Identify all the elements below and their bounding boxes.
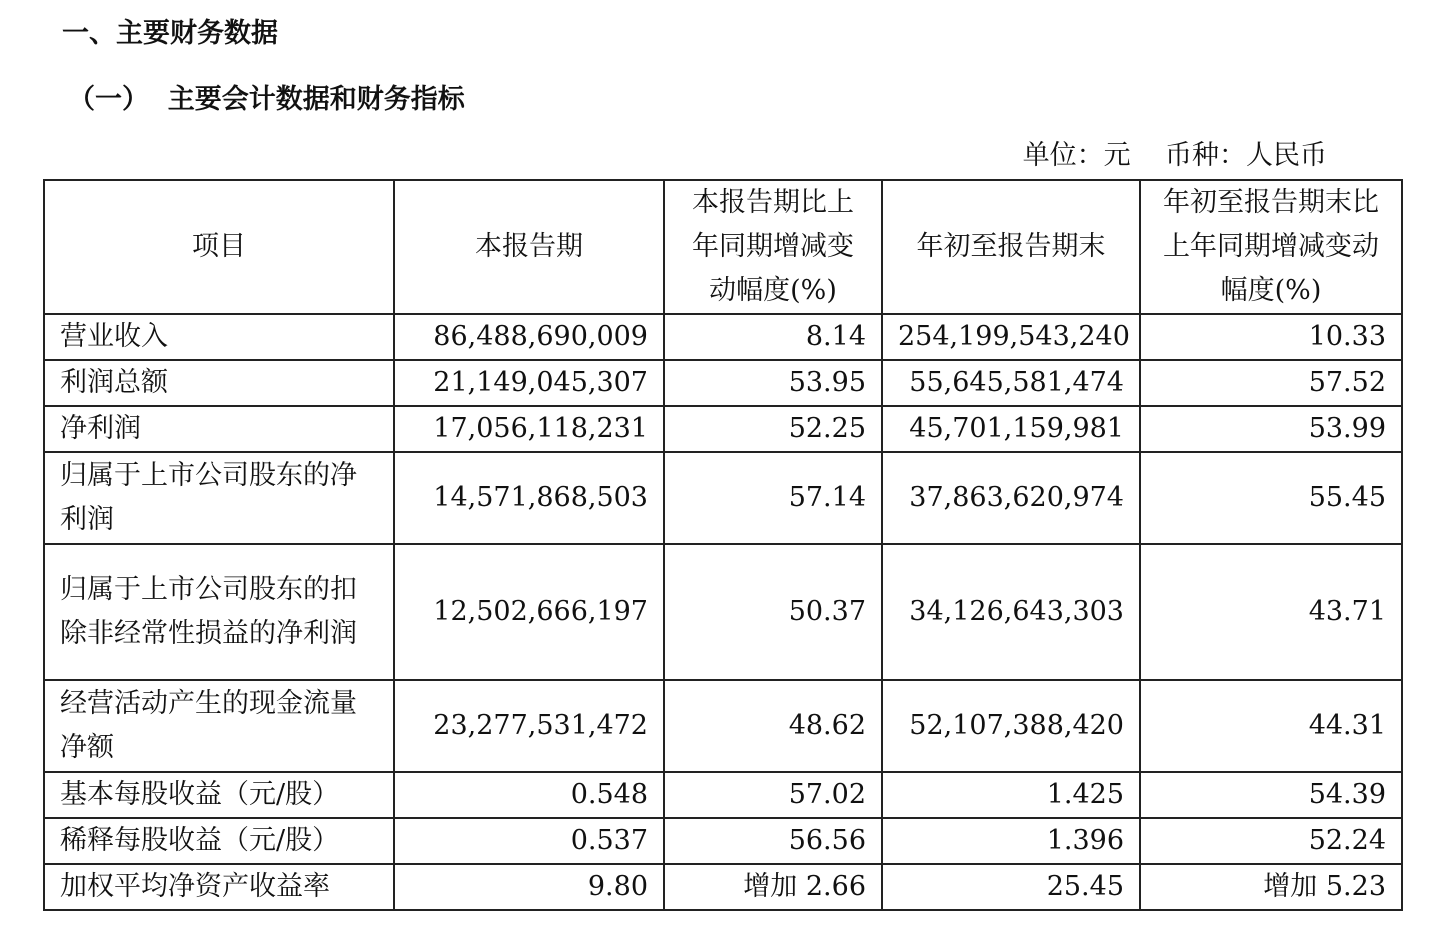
year-to-date-change: 53.99 <box>1140 406 1402 452</box>
column-header-year-to-date-change: 年初至报告期末比上年同期增减变动幅度(%) <box>1140 180 1402 314</box>
row-label: 经营活动产生的现金流量净额 <box>44 680 394 772</box>
current-period-value: 23,277,531,472 <box>394 680 664 772</box>
table-row <box>44 680 1402 772</box>
column-header-year-to-date: 年初至报告期末 <box>882 180 1140 314</box>
current-period-change: 8.14 <box>664 314 882 360</box>
year-to-date-change: 增加 5.23 <box>1140 864 1402 910</box>
current-period-value: 17,056,118,231 <box>394 406 664 452</box>
current-period-change: 53.95 <box>664 360 882 406</box>
table-row <box>44 314 1402 360</box>
year-to-date-value: 37,863,620,974 <box>882 452 1140 544</box>
row-label: 归属于上市公司股东的扣除非经常性损益的净利润 <box>44 544 394 680</box>
year-to-date-change: 54.39 <box>1140 772 1402 818</box>
current-period-change: 57.02 <box>664 772 882 818</box>
row-label: 归属于上市公司股东的净利润 <box>44 452 394 544</box>
column-header-item: 项目 <box>44 180 394 314</box>
year-to-date-value: 52,107,388,420 <box>882 680 1140 772</box>
year-to-date-change: 44.31 <box>1140 680 1402 772</box>
current-period-value: 21,149,045,307 <box>394 360 664 406</box>
current-period-value: 14,571,868,503 <box>394 452 664 544</box>
year-to-date-value: 25.45 <box>882 864 1140 910</box>
year-to-date-change: 43.71 <box>1140 544 1402 680</box>
year-to-date-change: 52.24 <box>1140 818 1402 864</box>
row-label: 稀释每股收益（元/股） <box>44 818 394 864</box>
row-label: 净利润 <box>44 406 394 452</box>
row-label: 营业收入 <box>44 314 394 360</box>
subsection-heading: （一） 主要会计数据和财务指标 <box>68 84 465 115</box>
year-to-date-value: 45,701,159,981 <box>882 406 1140 452</box>
year-to-date-change: 10.33 <box>1140 314 1402 360</box>
year-to-date-value: 55,645,581,474 <box>882 360 1140 406</box>
year-to-date-value: 1.396 <box>882 818 1140 864</box>
column-header-current-period-change: 本报告期比上年同期增减变动幅度(%) <box>664 180 882 314</box>
row-label: 加权平均净资产收益率 <box>44 864 394 910</box>
table-row <box>44 452 1402 544</box>
table-row <box>44 864 1402 910</box>
current-period-value: 0.548 <box>394 772 664 818</box>
table-row <box>44 360 1402 406</box>
table-header-row <box>44 180 1402 314</box>
current-period-change: 50.37 <box>664 544 882 680</box>
year-to-date-value: 34,126,643,303 <box>882 544 1140 680</box>
year-to-date-change: 57.52 <box>1140 360 1402 406</box>
financial-data-table <box>43 179 1403 911</box>
column-header-current-period: 本报告期 <box>394 180 664 314</box>
current-period-value: 12,502,666,197 <box>394 544 664 680</box>
current-period-change: 48.62 <box>664 680 882 772</box>
year-to-date-change: 55.45 <box>1140 452 1402 544</box>
current-period-value: 9.80 <box>394 864 664 910</box>
current-period-change: 52.25 <box>664 406 882 452</box>
current-period-value: 86,488,690,009 <box>394 314 664 360</box>
current-period-value: 0.537 <box>394 818 664 864</box>
year-to-date-value: 1.425 <box>882 772 1140 818</box>
table-row <box>44 544 1402 680</box>
year-to-date-value: 254,199,543,240 <box>882 314 1140 360</box>
row-label: 利润总额 <box>44 360 394 406</box>
unit-currency-note: 单位：元 币种：人民币 <box>1022 140 1327 171</box>
table-row <box>44 406 1402 452</box>
table-row <box>44 818 1402 864</box>
current-period-change: 57.14 <box>664 452 882 544</box>
section-heading: 一、主要财务数据 <box>62 18 278 49</box>
table-row <box>44 772 1402 818</box>
current-period-change: 56.56 <box>664 818 882 864</box>
row-label: 基本每股收益（元/股） <box>44 772 394 818</box>
current-period-change: 增加 2.66 <box>664 864 882 910</box>
